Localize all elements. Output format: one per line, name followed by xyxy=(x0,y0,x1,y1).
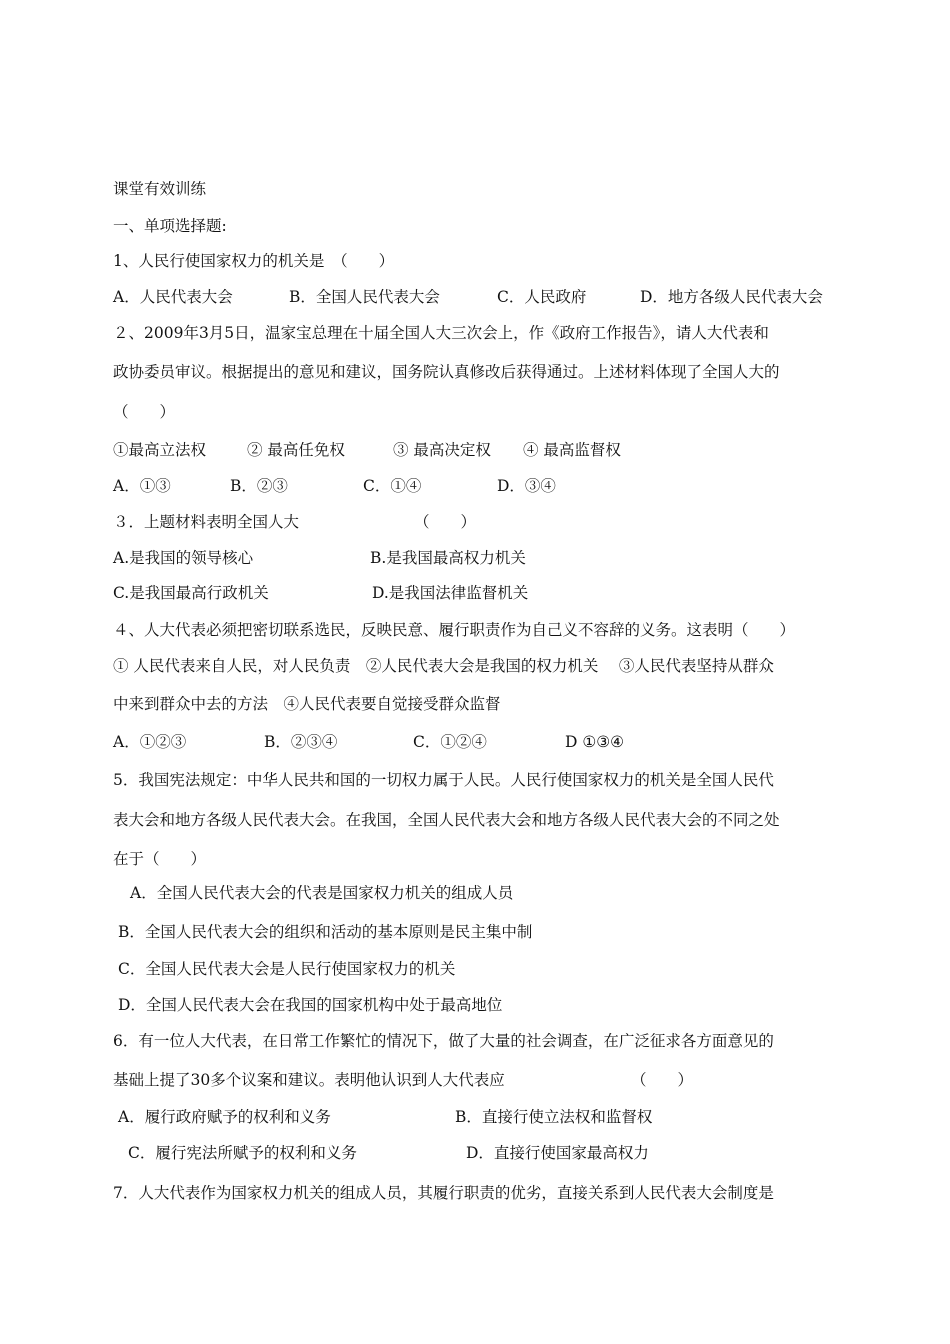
option-c: C．履行宪法所赋予的权利和义务 xyxy=(128,1144,357,1162)
question-3-answer-paren: （ ） xyxy=(414,513,477,531)
option-b: B．直接行使立法权和监督权 xyxy=(455,1108,653,1126)
question-3-options-row-1 xyxy=(113,547,843,569)
option-d: D．地方各级人民代表大会 xyxy=(640,288,823,306)
question-3-options-row-2 xyxy=(113,582,843,604)
question-6-options-row-2 xyxy=(128,1142,848,1164)
option-d: D.是我国法律监督机关 xyxy=(372,584,529,602)
question-2-stem-line-2: 政协委员审议。根据提出的意见和建议，国务院认真修改后获得通过。上述材料体现了全国人大的 xyxy=(113,363,780,381)
question-5-option-c: C．全国人民代表大会是人民行使国家权力的机关 xyxy=(118,960,456,978)
option-b: B.是我国最高权力机关 xyxy=(370,549,526,567)
question-7-stem: 7．人大代表作为国家权力机关的组成人员，其履行职责的优劣，直接关系到人民代表大会制度是 xyxy=(113,1184,774,1202)
option-d: D．直接行使国家最高权力 xyxy=(466,1144,649,1162)
option-d: D ①③④ xyxy=(565,733,625,751)
question-1-options xyxy=(113,286,843,308)
question-2-stem-line-3: （ ） xyxy=(113,403,176,421)
option-d: D．③④ xyxy=(497,477,556,495)
question-6-stem-line-2: 基础上提了30多个议案和建议。表明他认识到人大代表应 xyxy=(113,1071,505,1089)
question-2-stem-line-1: ２、2009年3月5日，温家宝总理在十届全国人大三次会上，作《政府工作报告》，请人大代表和 xyxy=(113,324,769,342)
option-c: C．①④ xyxy=(363,477,422,495)
option-c: C.是我国最高行政机关 xyxy=(113,584,269,602)
question-6-answer-paren: （ ） xyxy=(631,1071,694,1089)
section-title: 一、单项选择题: xyxy=(113,217,227,235)
item-4: ④ 最高监督权 xyxy=(523,441,621,459)
question-6-options-row-1 xyxy=(118,1106,848,1128)
item-3: ③ 最高决定权 xyxy=(393,441,491,459)
option-a: A．人民代表大会 xyxy=(113,288,233,306)
question-4-items-line-1: ① 人民代表来自人民，对人民负责 ②人民代表大会是我国的权力机关 ③人民代表坚持从群众 xyxy=(113,657,774,675)
question-2-options xyxy=(113,475,843,497)
question-5-option-d: D．全国人民代表大会在我国的国家机构中处于最高地位 xyxy=(118,996,503,1014)
question-5-stem-line-1: 5．我国宪法规定：中华人民共和国的一切权力属于人民。人民行使国家权力的机关是全国人民代 xyxy=(113,771,774,789)
option-a: A．履行政府赋予的权利和义务 xyxy=(118,1108,331,1126)
question-6-stem-line-1: 6．有一位人大代表，在日常工作繁忙的情况下，做了大量的社会调查，在广泛征求各方面意见的 xyxy=(113,1032,774,1050)
question-2-items xyxy=(113,439,843,461)
question-5-stem-line-3: 在于（ ） xyxy=(113,850,207,868)
question-5-stem-line-2: 表大会和地方各级人民代表大会。在我国，全国人民代表大会和地方各级人民代表大会的不同之处 xyxy=(113,811,780,829)
option-c: C．人民政府 xyxy=(497,288,587,306)
question-4-items-line-2: 中来到群众中去的方法 ④人民代表要自觉接受群众监督 xyxy=(113,695,501,713)
option-a: A．①②③ xyxy=(113,733,187,751)
question-5-option-a: A．全国人民代表大会的代表是国家权力机关的组成人员 xyxy=(130,884,514,902)
option-b: B．②③ xyxy=(230,477,288,495)
item-1: ①最高立法权 xyxy=(113,441,207,459)
question-4-stem: ４、人大代表必须把密切联系选民，反映民意、履行职责作为自己义不容辞的义务。这表明（ ） xyxy=(113,621,796,639)
question-3-stem: ３．上题材料表明全国人大 xyxy=(113,513,300,531)
question-5-option-b: B．全国人民代表大会的组织和活动的基本原则是民主集中制 xyxy=(118,923,533,941)
page-heading: 课堂有效训练 xyxy=(113,180,207,198)
question-4-options xyxy=(113,731,843,753)
item-2: ② 最高任免权 xyxy=(247,441,345,459)
option-a: A.是我国的领导核心 xyxy=(113,549,254,567)
option-b: B．②③④ xyxy=(264,733,338,751)
question-1-stem: 1、人民行使国家权力的机关是 （ ） xyxy=(113,252,395,270)
option-a: A．①③ xyxy=(113,477,171,495)
option-b: B．全国人民代表大会 xyxy=(289,288,440,306)
option-c: C．①②④ xyxy=(413,733,487,751)
